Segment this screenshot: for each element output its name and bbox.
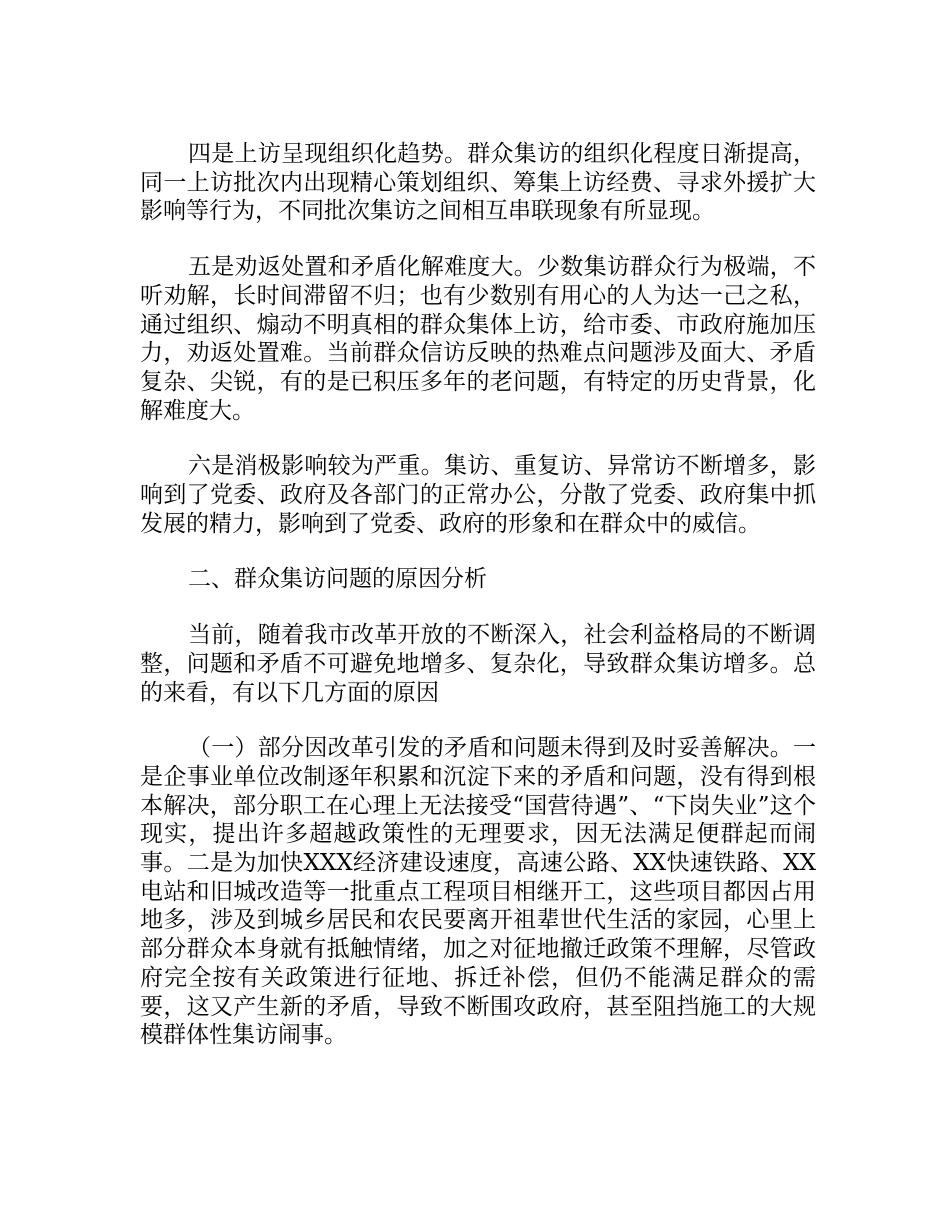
paragraph-negative-impact: 六是消极影响较为严重。集访、重复访、异常访不断增多，影响到了党委、政府及各部门的正常办公，分散了党委、政府集中抓发展的精力，影响到了党委、政府的形象和在群众中的威信。 <box>140 453 816 537</box>
paragraph-overview-causes: 当前，随着我市改革开放的不断深入，社会利益格局的不断调整，问题和矛盾不可避免地增多、复杂化，导致群众集访增多。总的来看，有以下几方面的原因 <box>140 622 816 706</box>
paragraph-persuasion-difficulty: 五是劝返处置和矛盾化解难度大。少数集访群众行为极端，不听劝解，长时间滞留不归；也有少数别有用心的人为达一己之私，通过组织、煽动不明真相的群众集体上访，给市委、市政府施加压力，劝返处置难。当前群众信访反映的热难点问题涉及面大、矛盾复杂、尖锐，有的是已积压多年的老问题，有特定的历史背景，化解难度大。 <box>140 254 816 424</box>
section-heading-cause-analysis: 二、群众集访问题的原因分析 <box>188 566 487 593</box>
paragraph-reform-issues: （一）部分因改革引发的矛盾和问题未得到及时妥善解决。一是企事业单位改制逐年积累和沉淀下来的矛盾和问题，没有得到根本解决，部分职工在心理上无法接受“国营待遇”、“下岗失业”这个现实，提出许多超越政策性的无理要求，因无法满足便群起而闹事。二是为加快XXX经济建设速度，高速公路、XX快速铁路、XX电站和旧城改造等一批重点工程项目相继开工，这些项目都因占用地多，涉及到城乡居民和农民要离开祖辈世代生活的家园，心里上部分群众本身就有抵触情绪，加之对征地撤迁政策不理解，尽管政府完全按有关政策进行征地、拆迁补偿，但仍不能满足群众的需要，这又产生新的矛盾，导致不断围攻政府，甚至阻挡施工的大规模群体性集访闹事。 <box>140 735 816 1049</box>
paragraph-organized-trend: 四是上访呈现组织化趋势。群众集访的组织化程度日渐提高，同一上访批次内出现精心策划组织、筹集上访经费、寻求外援扩大影响等行为，不同批次集访之间相互串联现象有所显现。 <box>140 141 816 225</box>
document-body <box>140 140 816 1077</box>
